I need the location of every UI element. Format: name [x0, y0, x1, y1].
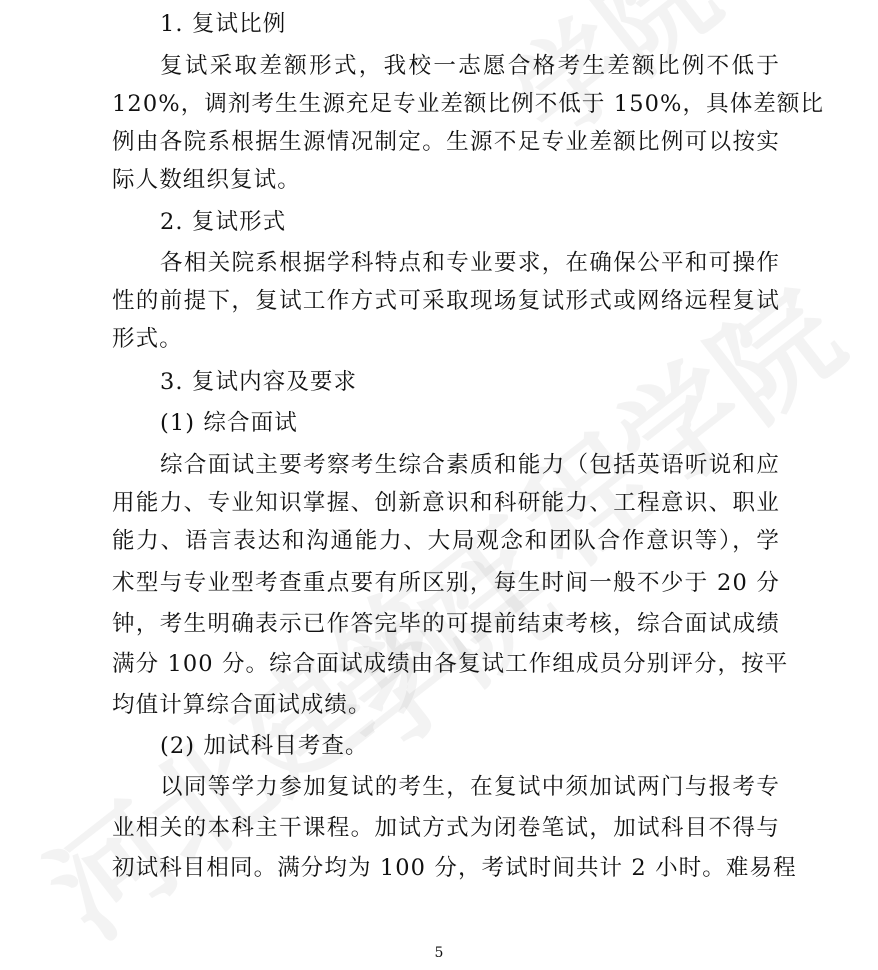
subsection-heading-extra-exam: (2) 加试科目考查。: [160, 733, 369, 759]
paragraph-line: 用能力、专业知识掌握、创新意识和科研能力、工程意识、职业: [112, 490, 780, 516]
paragraph-line: 综合面试主要考察考生综合素质和能力（包括英语听说和应: [160, 452, 780, 478]
section-heading-format: 2. 复试形式: [160, 209, 287, 235]
paragraph-line: 形式。: [112, 326, 183, 352]
page-number: 5: [434, 945, 444, 961]
section-heading-content: 3. 复试内容及要求: [160, 369, 358, 395]
paragraph-line: 以同等学力参加复试的考生，在复试中须加试两门与报考专: [160, 774, 780, 800]
section-heading-ratio: 1. 复试比例: [160, 11, 287, 37]
paragraph-line: 性的前提下，复试工作方式可采取现场复试形式或网络远程复试: [112, 288, 780, 314]
paragraph-line: 例由各院系根据生源情况制定。生源不足专业差额比例可以按实: [112, 129, 780, 155]
paragraph-line: 术型与专业型考查重点要有所区别，每生时间一般不少于 20 分: [112, 570, 780, 596]
paragraph-line: 能力、语言表达和沟通能力、大局观念和团队合作意识等），学: [112, 528, 780, 554]
paragraph-line: 初试科目相同。满分均为 100 分，考试时间共计 2 小时。难易程: [112, 855, 797, 881]
paragraph-line: 各相关院系根据学科特点和专业要求，在确保公平和可操作: [160, 250, 780, 276]
paragraph-line: 际人数组织复试。: [112, 167, 301, 193]
paragraph-line: 120%，调剂考生生源充足专业差额比例不低于 150%，具体差额比: [112, 91, 825, 117]
paragraph-line: 钟，考生明确表示已作答完毕的可提前结束考核，综合面试成绩: [112, 611, 780, 637]
paragraph-line: 均值计算综合面试成绩。: [112, 692, 372, 718]
paragraph-line: 业相关的本科主干课程。加试方式为闭卷笔试，加试科目不得与: [112, 815, 780, 841]
paragraph-line: 复试采取差额形式，我校一志愿合格考生差额比例不低于: [160, 53, 780, 79]
subsection-heading-interview: (1) 综合面试: [160, 410, 298, 436]
paragraph-line: 满分 100 分。综合面试成绩由各复试工作组成员分别评分，按平: [112, 651, 789, 677]
